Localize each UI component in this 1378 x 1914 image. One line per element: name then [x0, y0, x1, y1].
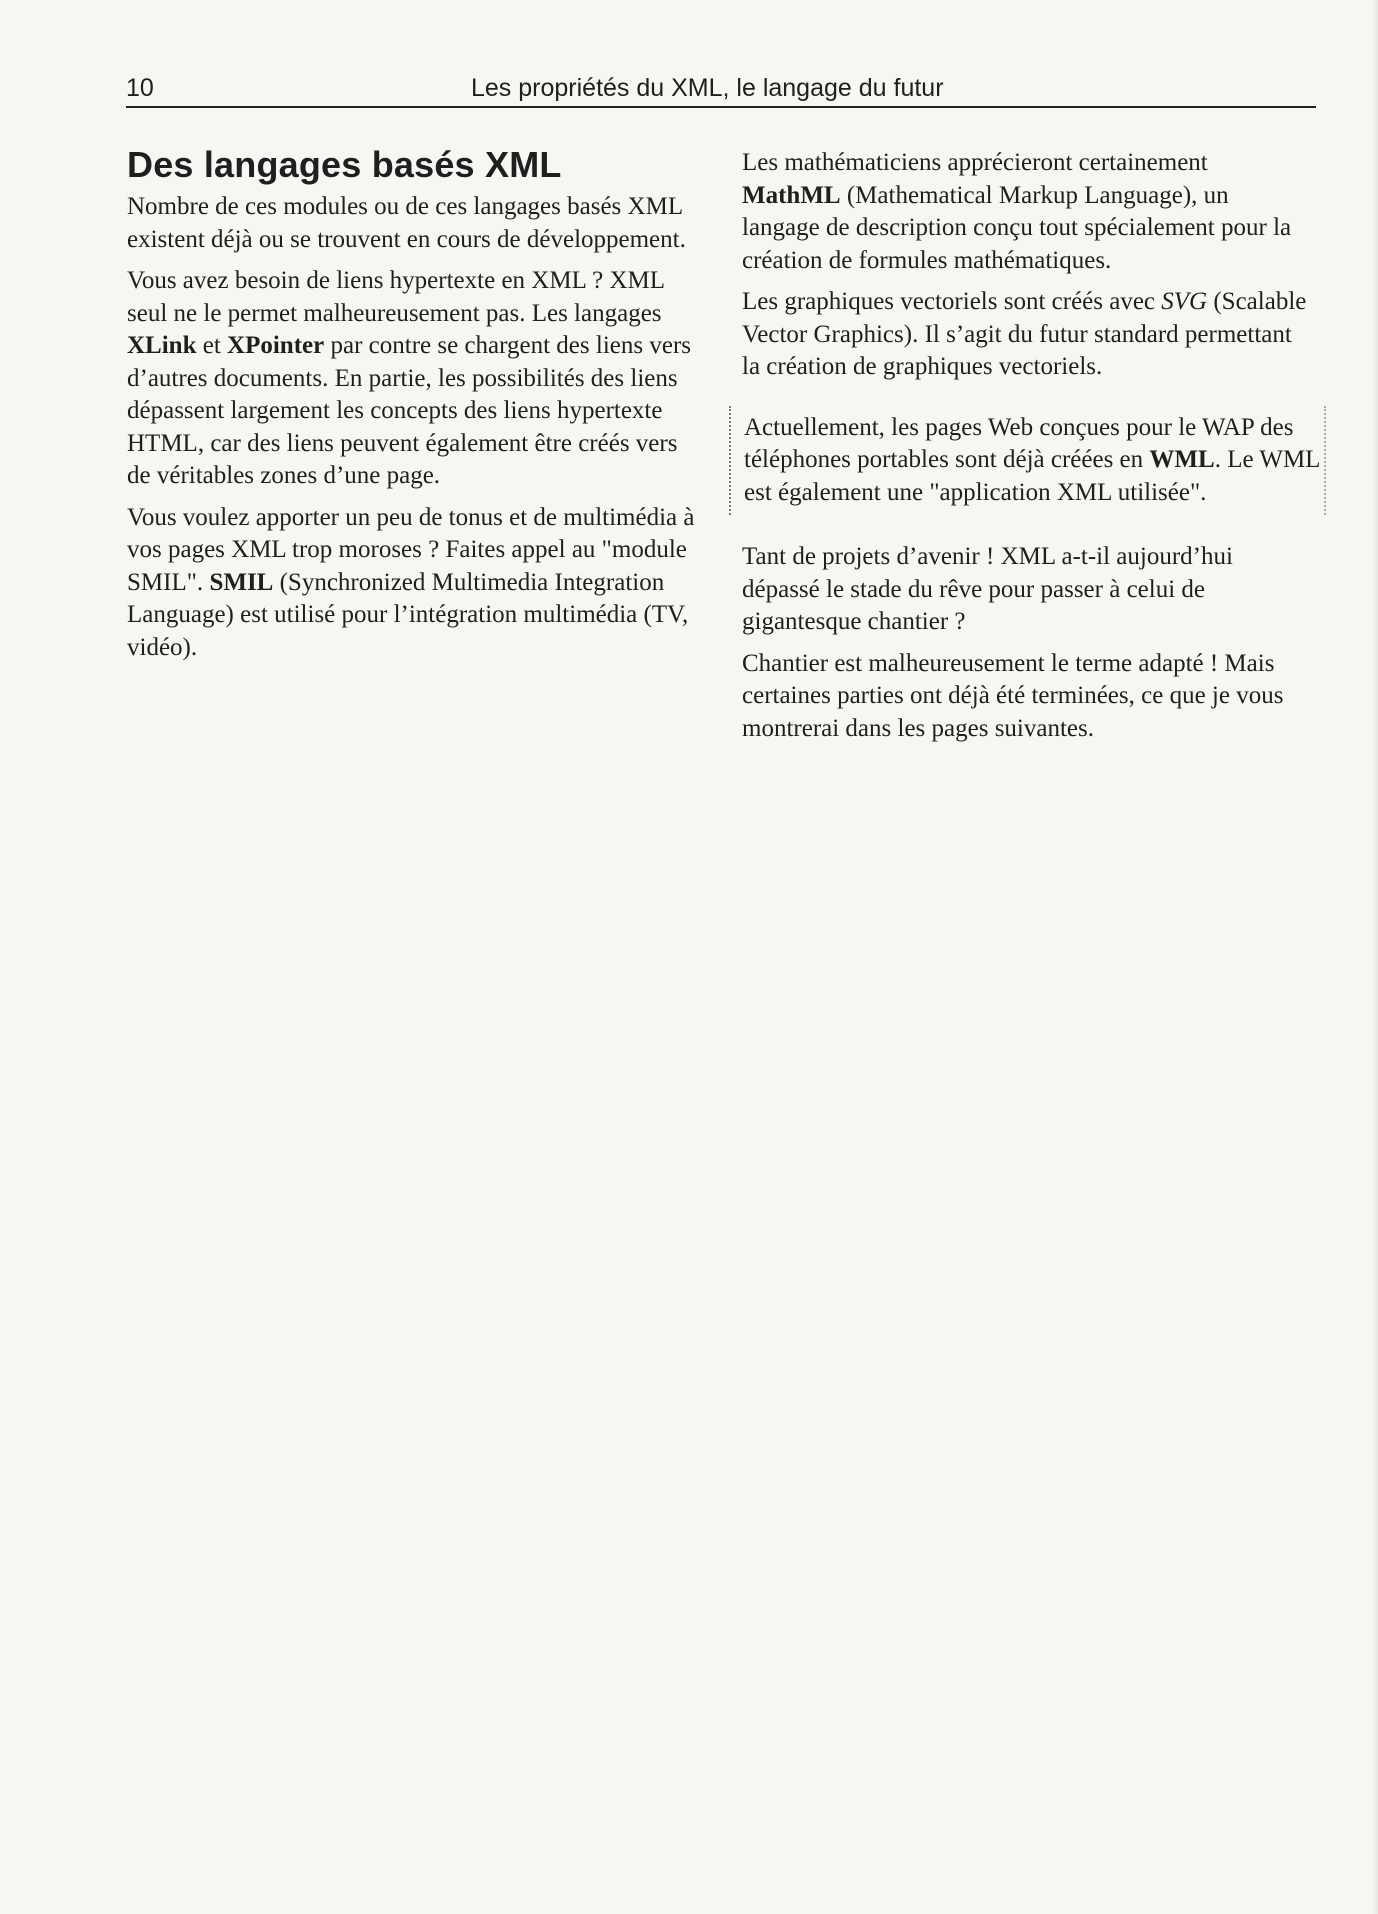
text-segment: Actuellement, les pages Web conçues pour le WAP des téléphones portables sont déjà créées en — [744, 413, 1294, 473]
paragraph-intro: Nombre de ces modules ou de ces langages basés XML existent déjà ou se trouvent en cours de développement. — [127, 193, 686, 253]
text-segment: (Mathematical Markup Language), un langage de description conçu tout spécialement pour la création de formules mathématiques. — [742, 181, 1292, 274]
term-mathml: MathML — [742, 181, 841, 209]
note-box-wml — [729, 406, 1326, 516]
text-segment: et — [196, 332, 228, 359]
text-segment: Vous avez besoin de liens hypertexte en XML ? XML seul ne le permet malheureusement pas. Les langages — [127, 267, 665, 327]
paragraph-future: Tant de projets d’avenir ! XML a-t-il aujourd’hui dépassé le stade du rêve pour passer à celui de gigantesque chantier ? — [742, 543, 1233, 635]
term-xpointer: XPointer — [227, 332, 325, 359]
text-segment: (Synchronized Multimedia Integration Language) est utilisé pour l’intégration multimédia (TV, vidéo). — [127, 568, 689, 661]
paragraph-links — [127, 265, 697, 493]
term-svg: SVG — [1161, 288, 1208, 315]
section-heading: Des langages basés XML — [127, 144, 562, 185]
text-segment: Les graphiques vectoriels sont créés avec — [742, 288, 1162, 315]
running-title: Les propriétés du XML, le langage du futur — [471, 74, 944, 102]
paragraph-wml — [744, 412, 1324, 510]
right-column — [742, 147, 1320, 754]
term-wml: WML — [1149, 446, 1215, 473]
paragraph-svg — [742, 286, 1312, 384]
term-xlink: XLink — [127, 332, 197, 359]
text-segment: Vous voulez apporter un peu de tonus et de multimédia à vos pages XML trop moroses ? Faites appel au "module SMIL". — [127, 503, 695, 596]
text-segment: . Le WML est également une "application XML utilisée". — [744, 446, 1320, 506]
paragraph-multimedia — [127, 502, 697, 665]
text-segment: Les mathématiciens apprécieront certainement — [742, 149, 1208, 176]
paragraph-chantier: Chantier est malheureusement le terme adapté ! Mais certaines parties ont déjà été terminées, ce que je vous montrerai dans les pages suivantes. — [742, 649, 1284, 742]
left-column — [127, 145, 697, 673]
term-smil: SMIL — [209, 568, 274, 596]
scan-edge-shadow — [1372, 0, 1378, 1914]
paragraph-mathml — [742, 147, 1312, 277]
page-number: 10 — [126, 74, 154, 102]
page-header — [126, 70, 1316, 108]
text-segment: par contre se chargent des liens vers d’autres documents. En partie, les possibilités des liens dépassent largement les concepts des liens hypertexte HTML, car des liens peuvent également être créés vers de véritables zones d’une page. — [127, 332, 691, 489]
text-segment: (Scalable Vector Graphics). Il s’agit du futur standard permettant la création de graphiques vectoriels. — [742, 288, 1307, 380]
